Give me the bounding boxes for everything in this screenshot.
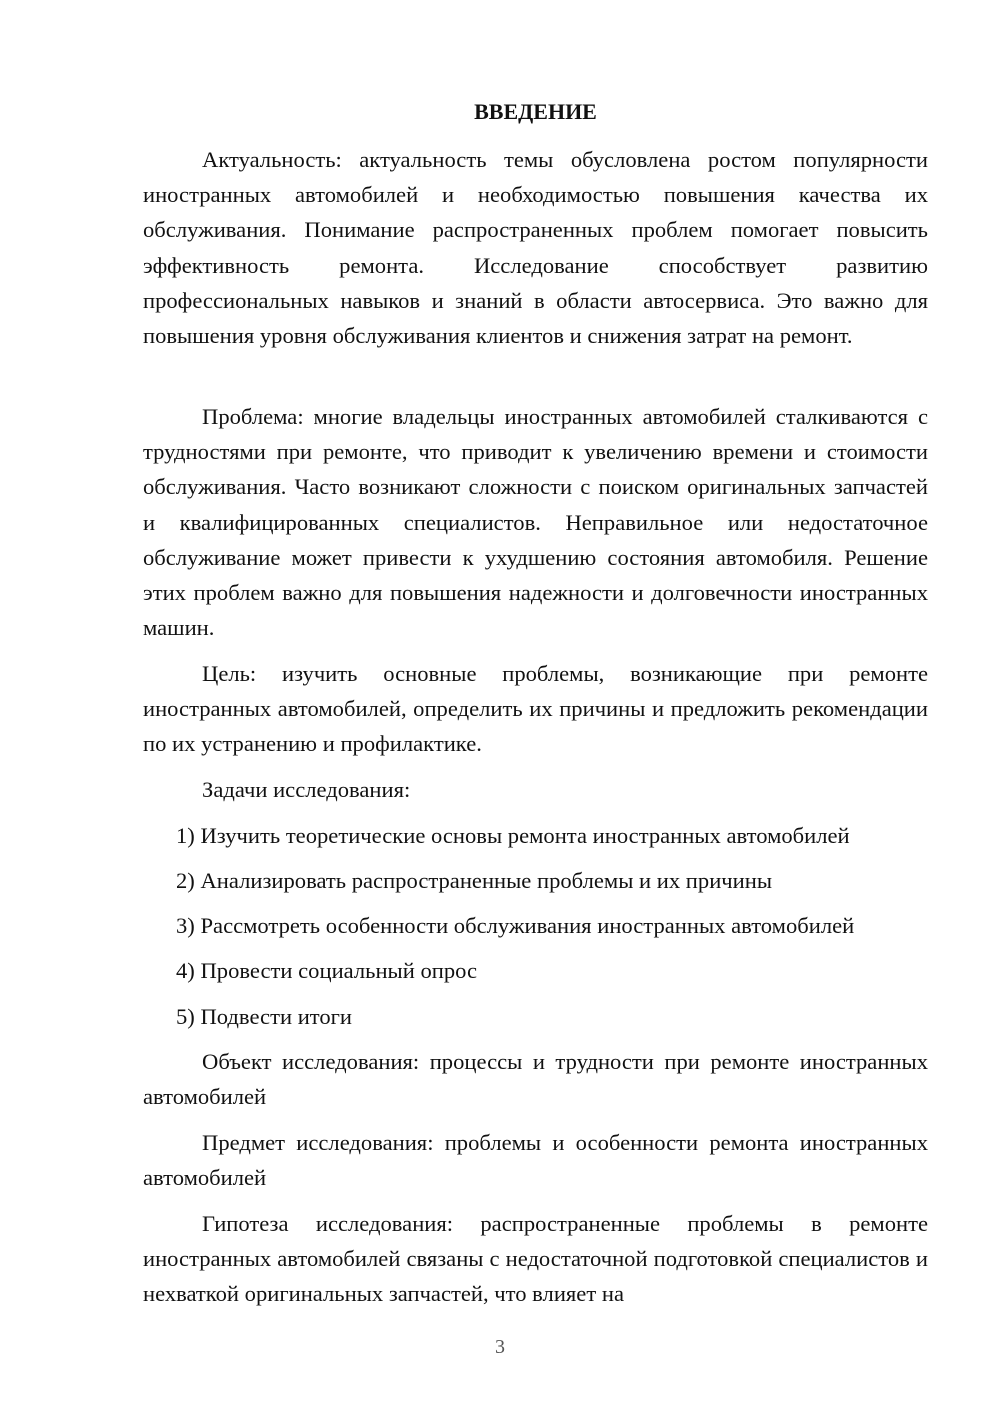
task-item-2: 2) Анализировать распространенные проблемы и их причины [176, 868, 773, 893]
task-item-4: 4) Провести социальный опрос [176, 958, 478, 983]
tasks-heading: Задачи исследования: [202, 777, 411, 802]
task-item-3: 3) Рассмотреть особенности обслуживания иностранных автомобилей [176, 913, 855, 938]
paragraph-subject: Предмет исследования: проблемы и особенности ремонта иностранных автомобилей [143, 1130, 928, 1191]
page-title: ВВЕДЕНИЕ [474, 99, 597, 124]
paragraph-object: Объект исследования: процессы и трудности при ремонте иностранных автомобилей [143, 1049, 928, 1110]
paragraph-problem: Проблема: многие владельцы иностранных автомобилей сталкиваются с трудностями при ремонте, что приводит к увеличению времени и стоимости обслуживания. Часто возникают сложности с поиском оригинальных запчастей и квалифицированных специалистов. Неправильное или недостаточное обслуживание может привести к ухудшению состояния автомобиля. Решение этих проблем важно для повышения надежности и долговечности иностранных машин. [143, 404, 928, 641]
task-item-1: 1) Изучить теоретические основы ремонта иностранных автомобилей [176, 823, 850, 848]
paragraph-relevance: Актуальность: актуальность темы обусловлена ростом популярности иностранных автомобилей и необходимостью повышения качества их обслуживания. Понимание распространенных проблем помогает повысить эффективность ремонта. Исследование способствует развитию профессиональных навыков и знаний в области автосервиса. Это важно для повышения уровня обслуживания клиентов и снижения затрат на ремонт. [143, 147, 928, 349]
task-item-5: 5) Подвести итоги [176, 1004, 353, 1029]
paragraph-goal: Цель: изучить основные проблемы, возникающие при ремонте иностранных автомобилей, определить их причины и предложить рекомендации по их устранению и профилактике. [143, 661, 928, 757]
paragraph-hypothesis: Гипотеза исследования: распространенные проблемы в ремонте иностранных автомобилей связаны с недостаточной подготовкой специалистов и нехваткой оригинальных запчастей, что влияет на [143, 1211, 928, 1307]
page-number: 3 [495, 1336, 505, 1358]
